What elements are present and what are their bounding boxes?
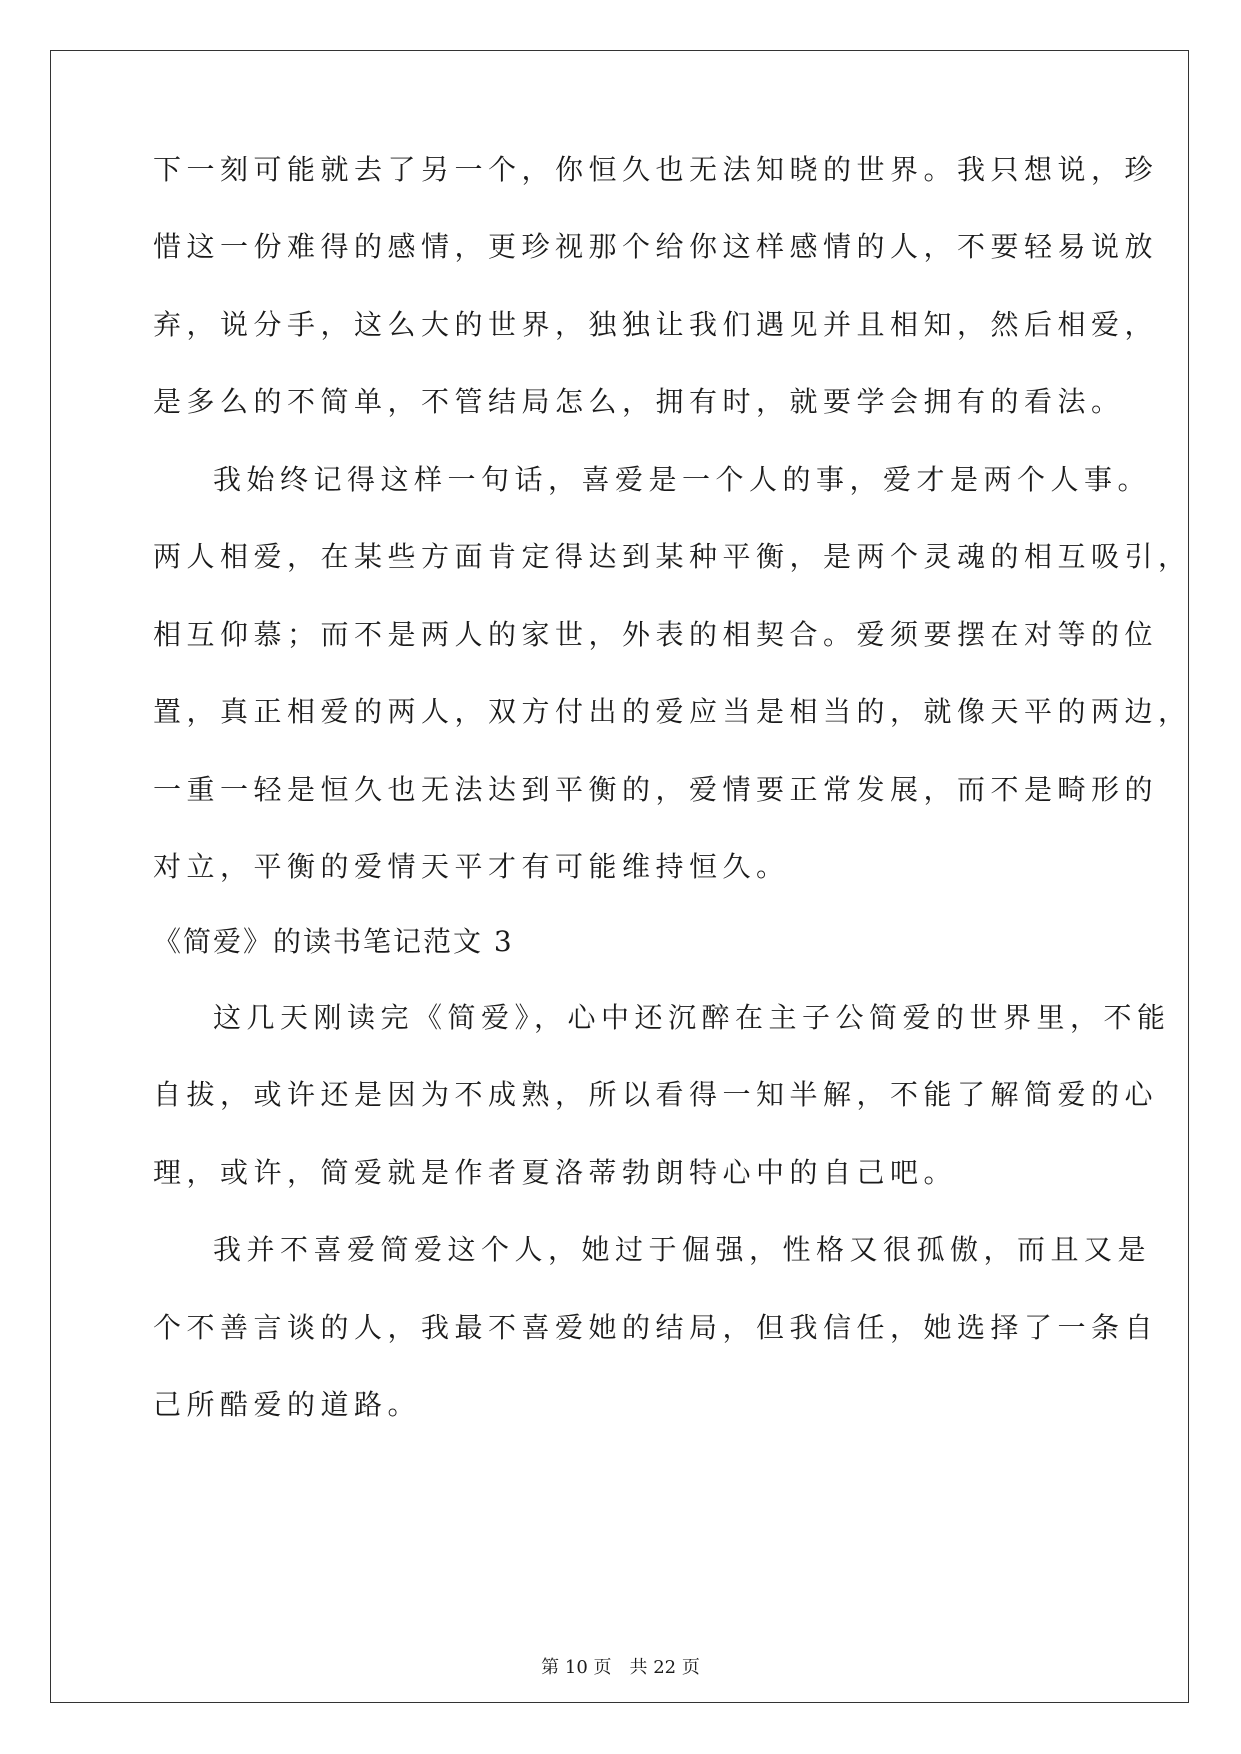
body-line: 弃，说分手，这么大的世界，独独让我们遇见并且相知，然后相爱，	[153, 308, 1159, 341]
page-number-footer: 第 10 页 共 22 页	[541, 1657, 700, 1678]
body-line: 惜这一份难得的感情，更珍视那个给你这样感情的人，不要轻易说放	[153, 230, 1159, 263]
body-line: 自拔，或许还是因为不成熟，所以看得一知半解，不能了解简爱的心	[153, 1078, 1159, 1111]
body-line: 下一刻可能就去了另一个，你恒久也无法知晓的世界。我只想说，珍	[153, 153, 1159, 186]
body-line: 相互仰慕；而不是两人的家世，外表的相契合。爱须要摆在对等的位	[153, 618, 1159, 651]
paragraph-first-line: 我并不喜爱简爱这个人，她过于倔强，性格又很孤傲，而且又是	[213, 1233, 1152, 1266]
body-line: 己所酷爱的道路。	[153, 1388, 422, 1421]
body-line: 两人相爱，在某些方面肯定得达到某种平衡，是两个灵魂的相互吸引，	[153, 540, 1192, 573]
paragraph-first-line: 我始终记得这样一句话，喜爱是一个人的事，爱才是两个人事。	[213, 463, 1152, 496]
section-heading: 《简爱》的读书笔记范文 3	[153, 925, 514, 958]
body-line: 置，真正相爱的两人，双方付出的爱应当是相当的，就像天平的两边，	[153, 695, 1192, 728]
body-line: 个不善言谈的人，我最不喜爱她的结局，但我信任，她选择了一条自	[153, 1311, 1159, 1344]
body-line: 是多么的不简单，不管结局怎么，拥有时，就要学会拥有的看法。	[153, 385, 1125, 418]
body-line: 一重一轻是恒久也无法达到平衡的，爱情要正常发展，而不是畸形的	[153, 773, 1159, 806]
paragraph-first-line: 这几天刚读完《简爱》，心中还沉醉在主子公简爱的世界里，不能	[213, 1001, 1171, 1034]
body-line: 对立，平衡的爱情天平才有可能维持恒久。	[153, 850, 790, 883]
body-line: 理，或许，简爱就是作者夏洛蒂勃朗特心中的自己吧。	[153, 1156, 958, 1189]
